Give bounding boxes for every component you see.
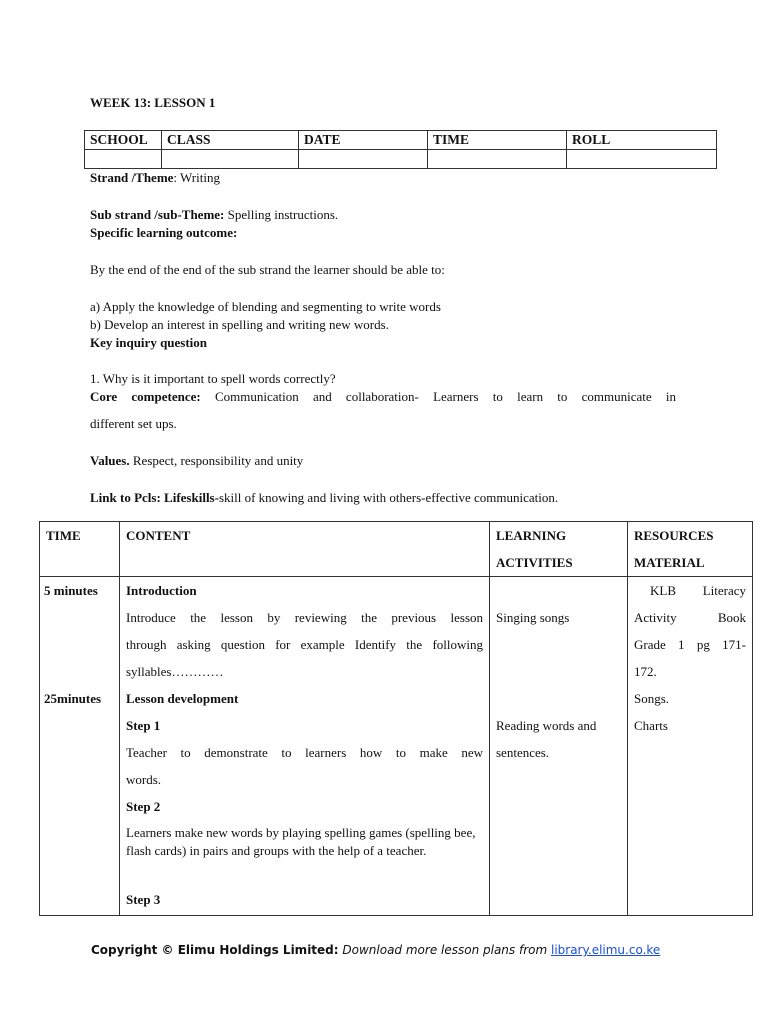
footer-copyright: Copyright © Elimu Holdings Limited: — [91, 943, 339, 957]
content-column — [120, 577, 490, 916]
cell-time — [428, 150, 567, 169]
intro-heading: Introduction — [126, 583, 197, 598]
cell-date — [299, 150, 428, 169]
key-inquiry-question: 1. Why is it important to spell words correctly? — [90, 371, 336, 386]
cell-roll — [567, 150, 717, 169]
copyright-footer — [91, 943, 660, 957]
strand-value: : Writing — [173, 170, 220, 185]
core-competence-line2: different set ups. — [90, 416, 177, 431]
link-text: skill of knowing and living with others-effective communication. — [218, 490, 559, 505]
step-3-heading: Step 3 — [126, 892, 161, 907]
resource-charts: Charts — [634, 718, 668, 733]
specific-outcome-label: Specific learning outcome: — [90, 225, 238, 240]
sub-strand-value: Spelling instructions. — [224, 207, 339, 222]
time-intro: 5 minutes — [44, 583, 98, 598]
key-inquiry-label: Key inquiry question — [90, 335, 208, 350]
outcome-b: b) Develop an interest in spelling and writing new words. — [90, 317, 389, 332]
link-label: Link to Pcls: — [90, 490, 161, 505]
step-1-line-1: Teacher to demonstrate to learners how to make new — [126, 745, 483, 760]
resource-line-3: Grade 1 pg 171- — [634, 637, 746, 652]
header-resources: RESOURCES MATERIAL — [628, 522, 753, 577]
intro-line-1: Introduce the lesson by reviewing the previous lesson — [126, 610, 483, 625]
header-time: TIME — [40, 522, 120, 577]
col-class: CLASS — [162, 131, 299, 150]
col-roll: ROLL — [567, 131, 717, 150]
outcome-intro: By the end of the end of the sub strand the learner should be able to: — [90, 262, 445, 277]
activity-reading-2: sentences. — [496, 745, 550, 760]
cell-class — [162, 150, 299, 169]
strand-line — [90, 170, 220, 186]
step-1-heading: Step 1 — [126, 718, 161, 733]
col-time: TIME — [428, 131, 567, 150]
step-2-heading: Step 2 — [126, 799, 161, 814]
development-heading: Lesson development — [126, 691, 239, 706]
activity-reading-1: Reading words and — [496, 718, 597, 733]
activity-singing: Singing songs — [496, 610, 570, 625]
intro-line-2: through asking question for example Identify the following — [126, 637, 483, 652]
sub-strand-label: Sub strand /sub-Theme: — [90, 207, 225, 222]
resource-songs: Songs. — [634, 691, 670, 706]
core-competence-line — [90, 389, 676, 405]
core-text: Communication and collaboration- Learners to learn to communicate in — [214, 389, 676, 404]
core-label: Core competence: — [90, 389, 201, 404]
resources-column — [628, 577, 753, 916]
link-lifeskills: Lifeskills- — [160, 490, 219, 505]
cell-school — [85, 150, 162, 169]
lesson-table — [39, 521, 753, 916]
link-pcls-line — [90, 490, 558, 506]
values-text: Respect, responsibility and unity — [129, 453, 304, 468]
footer-library-link[interactable]: library.elimu.co.ke — [550, 943, 661, 957]
intro-line-3: syllables………… — [126, 664, 224, 679]
step-2-text: Learners make new words by playing spelling games (spelling bee, flash cards) in pairs and groups with the help of a teacher. — [126, 825, 476, 858]
values-line — [90, 453, 303, 469]
time-development: 25minutes — [44, 691, 102, 706]
col-date: DATE — [299, 131, 428, 150]
header-learning: LEARNING ACTIVITIES — [490, 522, 628, 577]
outcome-a: a) Apply the knowledge of blending and segmenting to write words — [90, 299, 441, 314]
attendance-table — [84, 130, 717, 169]
sub-strand-line — [90, 207, 338, 223]
resource-line-2: Activity Book — [634, 610, 746, 625]
footer-download-text: Download more lesson plans from — [338, 943, 551, 957]
strand-label: Strand /Theme — [90, 170, 174, 185]
col-school: SCHOOL — [85, 131, 162, 150]
values-label: Values. — [90, 453, 130, 468]
resource-line-1: KLB Literacy — [650, 583, 746, 598]
header-content: CONTENT — [120, 522, 490, 577]
time-column — [40, 577, 120, 916]
lesson-title: WEEK 13: LESSON 1 — [90, 95, 216, 110]
activities-column — [490, 577, 628, 916]
step-1-line-2: words. — [126, 772, 162, 787]
resource-line-4: 172. — [634, 664, 657, 679]
